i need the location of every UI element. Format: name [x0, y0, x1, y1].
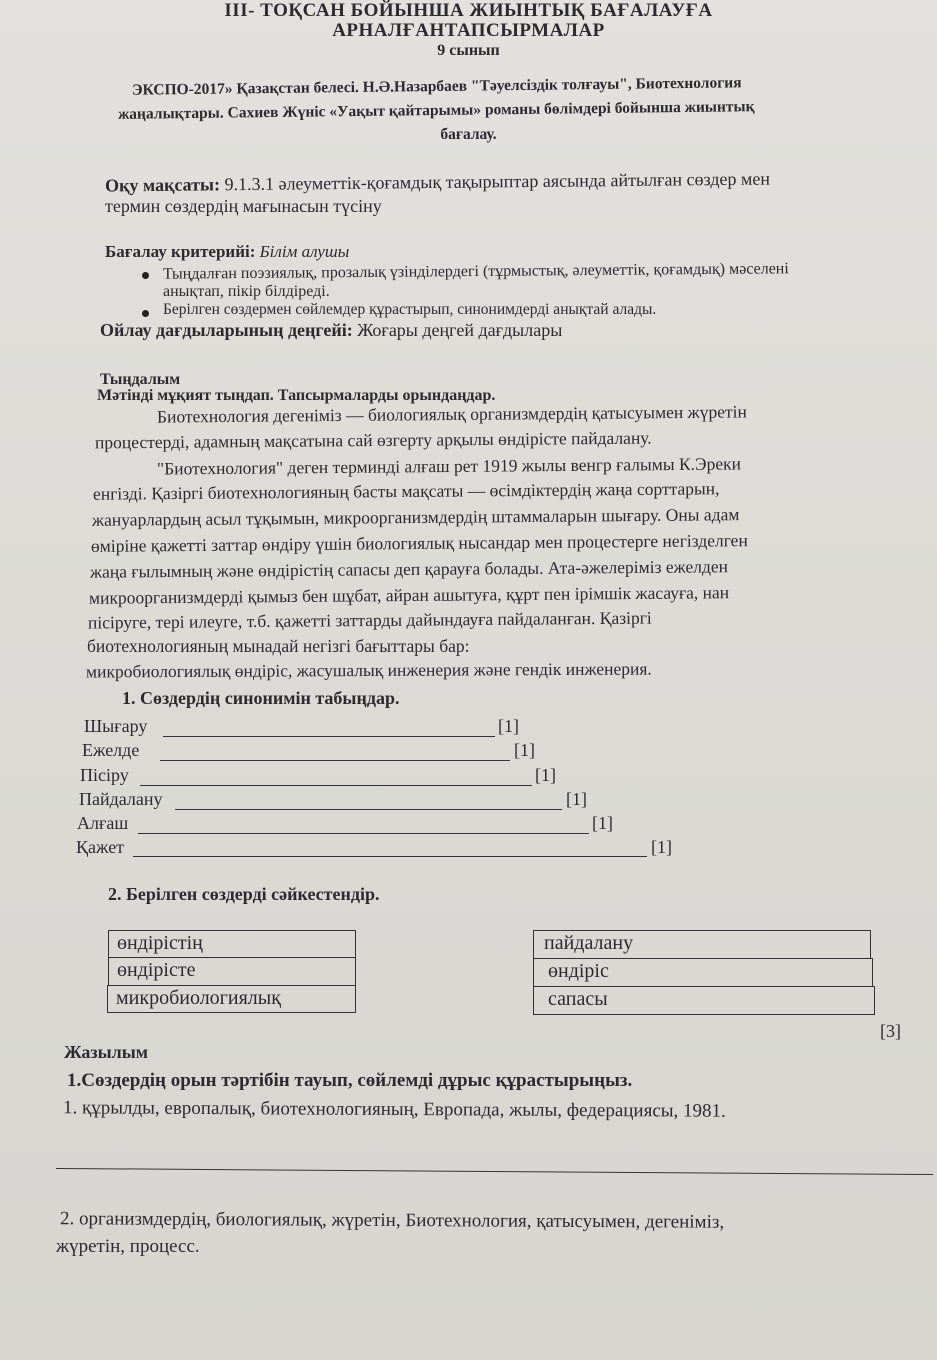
synonym-word: Шығару — [84, 716, 148, 736]
points-label: [1] — [592, 813, 613, 833]
answer-line[interactable] — [160, 760, 510, 761]
synonym-word: Пісіру — [80, 765, 129, 785]
writing-task-title: 1.Сөздердің орын тәртібін тауып, сөйлемді дұрыс құрастырыңыз. — [67, 1070, 633, 1091]
writing-sentence2-b: жүретін, процесс. — [56, 1236, 200, 1257]
objective-line1 — [105, 169, 770, 197]
criteria-bullet1-a: Тыңдалған поэзиялық, прозалық үзінділердегі (тұрмыстық, әлеуметтік, қоғамдық) мәселені — [162, 260, 789, 283]
text-line: биотехнологияның мынадай негізгі бағыттары бар: — [87, 636, 470, 656]
listening-title: Тыңдалым — [100, 371, 181, 388]
criteria-bullet1-b: анықтап, пікір білдіреді. — [163, 283, 330, 300]
text-line: микроорганизмдерді қымыз бен шұбат, айран ашытуға, құрт пен ірімшік жасауға, нан — [88, 582, 730, 608]
text-line: жаңа ғылымның және өндірістің сапасы деп қарауға болады. Ата-әжелеріміз ежелден — [89, 556, 729, 582]
answer-line[interactable] — [140, 785, 532, 786]
writing-sentence2-a: 2. организмдердің, биологиялық, жүретін, Биотехнология, қатысуымен, дегеніміз, — [59, 1208, 725, 1233]
answer-line[interactable] — [56, 1168, 933, 1175]
match-left-cell[interactable]: өндірістің — [108, 930, 356, 958]
match-right-cell[interactable]: сапасы — [533, 986, 875, 1015]
criteria-line — [105, 242, 349, 262]
answer-line[interactable] — [138, 833, 589, 834]
task2-title: 2. Берілген сөздерді сәйкестендір. — [108, 884, 380, 904]
objective-label: Оқу мақсаты: — [104, 174, 221, 196]
points-label: [1] — [651, 837, 672, 857]
text-line: өміріне қажетті заттар өндіру үшін биологиялық нысандар мен процестерге негізделген — [90, 530, 748, 556]
task2-points: [3] — [880, 1021, 901, 1041]
bullet-icon — [142, 272, 149, 279]
points-label: [1] — [535, 765, 556, 785]
text-line: Биотехнология дегеніміз — биологиялық организмдердің қатысуымен жүретін — [156, 401, 747, 427]
thinking-value: Жоғары деңгей дағдылары — [357, 320, 563, 340]
header-grade: 9 сынып — [437, 42, 500, 59]
answer-line[interactable] — [163, 736, 495, 737]
match-left-cell[interactable]: өндірісте — [108, 957, 356, 986]
match-right-cell[interactable]: өндіріс — [533, 958, 873, 987]
objective-text2: термин сөздердің мағынасын түсіну — [105, 196, 382, 216]
writing-title: Жазылым — [64, 1042, 149, 1062]
synonym-word: Қажет — [76, 837, 125, 857]
answer-line[interactable] — [175, 809, 562, 810]
header-title-line1: ІІІ- ТОҚСАН БОЙЫНША ЖИЫНТЫҚ БАҒАЛАУҒА — [224, 0, 713, 21]
topic-line1: ЭКСПО-2017» Қазақстан белесі. Н.Ә.Назарбаев "Тәуелсіздік толғауы", Биотехнология — [131, 74, 742, 99]
synonym-word: Алғаш — [77, 813, 129, 833]
points-label: [1] — [514, 740, 535, 760]
task1-title: 1. Сөздердің синонимін табыңдар. — [122, 688, 400, 708]
topic-line2: жаңалықтары. Сахиев Жүніс «Уақыт қайтарымы» романы бөлімдері бойынша жиынтық — [117, 98, 755, 123]
topic-line3: бағалау. — [440, 126, 497, 143]
text-line: жануарлардың асыл тұқымын, микроорганизмдердің штаммаларын шығару. Оны адам — [91, 504, 740, 530]
objective-text1: 9.1.3.1 әлеуметтік-қоғамдық тақырыптар аясында айтылған сөздер мен — [224, 168, 771, 195]
synonym-word: Ежелде — [82, 740, 140, 760]
text-line: процестерді, адамның мақсатына сай өзгерту арқылы өндірісте пайдалану. — [94, 427, 652, 453]
synonym-word: Пайдалану — [79, 789, 163, 809]
criteria-label: Бағалау критерийі: — [105, 242, 256, 261]
criteria-bullet2: Берілген сөздермен сөйлемдер құрастырып, синонимдерді анықтай алады. — [163, 301, 657, 318]
answer-line[interactable] — [133, 856, 647, 857]
thinking-line — [100, 320, 562, 341]
match-left-cell[interactable]: микробиологиялық — [107, 985, 356, 1013]
text-line: "Биотехнология" деген терминді алғаш рет 1919 жылы венгр ғалымы К.Эреки — [156, 453, 741, 479]
text-line: микробиологиялық өндіріс, жасушалық инженерия және гендік инженерия. — [85, 658, 652, 682]
thinking-label: Ойлау дағдыларының деңгейі: — [100, 320, 353, 340]
criteria-sub: Білім алушы — [259, 242, 350, 261]
listening-instruction: Мәтінді мұқият тыңдап. Тапсырмаларды орындаңдар. — [97, 387, 496, 404]
text-line: енгізді. Қазіргі биотехнологияның басты мақсаты — өсімдіктердің жаңа сорттарын, — [92, 478, 720, 504]
bullet-icon — [142, 310, 149, 317]
writing-sentence1: 1. құрылды, европалық, биотехнологияның, Европада, жылы, федерациясы, 1981. — [62, 1097, 726, 1122]
points-label: [1] — [498, 716, 519, 736]
match-right-cell[interactable]: пайдалану — [533, 930, 871, 959]
text-line: пісіруге, тері илеуге, т.б. қажетті заттарды дайындауға пайдаланған. Қазіргі — [87, 607, 652, 633]
points-label: [1] — [566, 789, 587, 809]
header-title-line2: АРНАЛҒАНТАПСЫРМАЛАР — [332, 20, 605, 41]
